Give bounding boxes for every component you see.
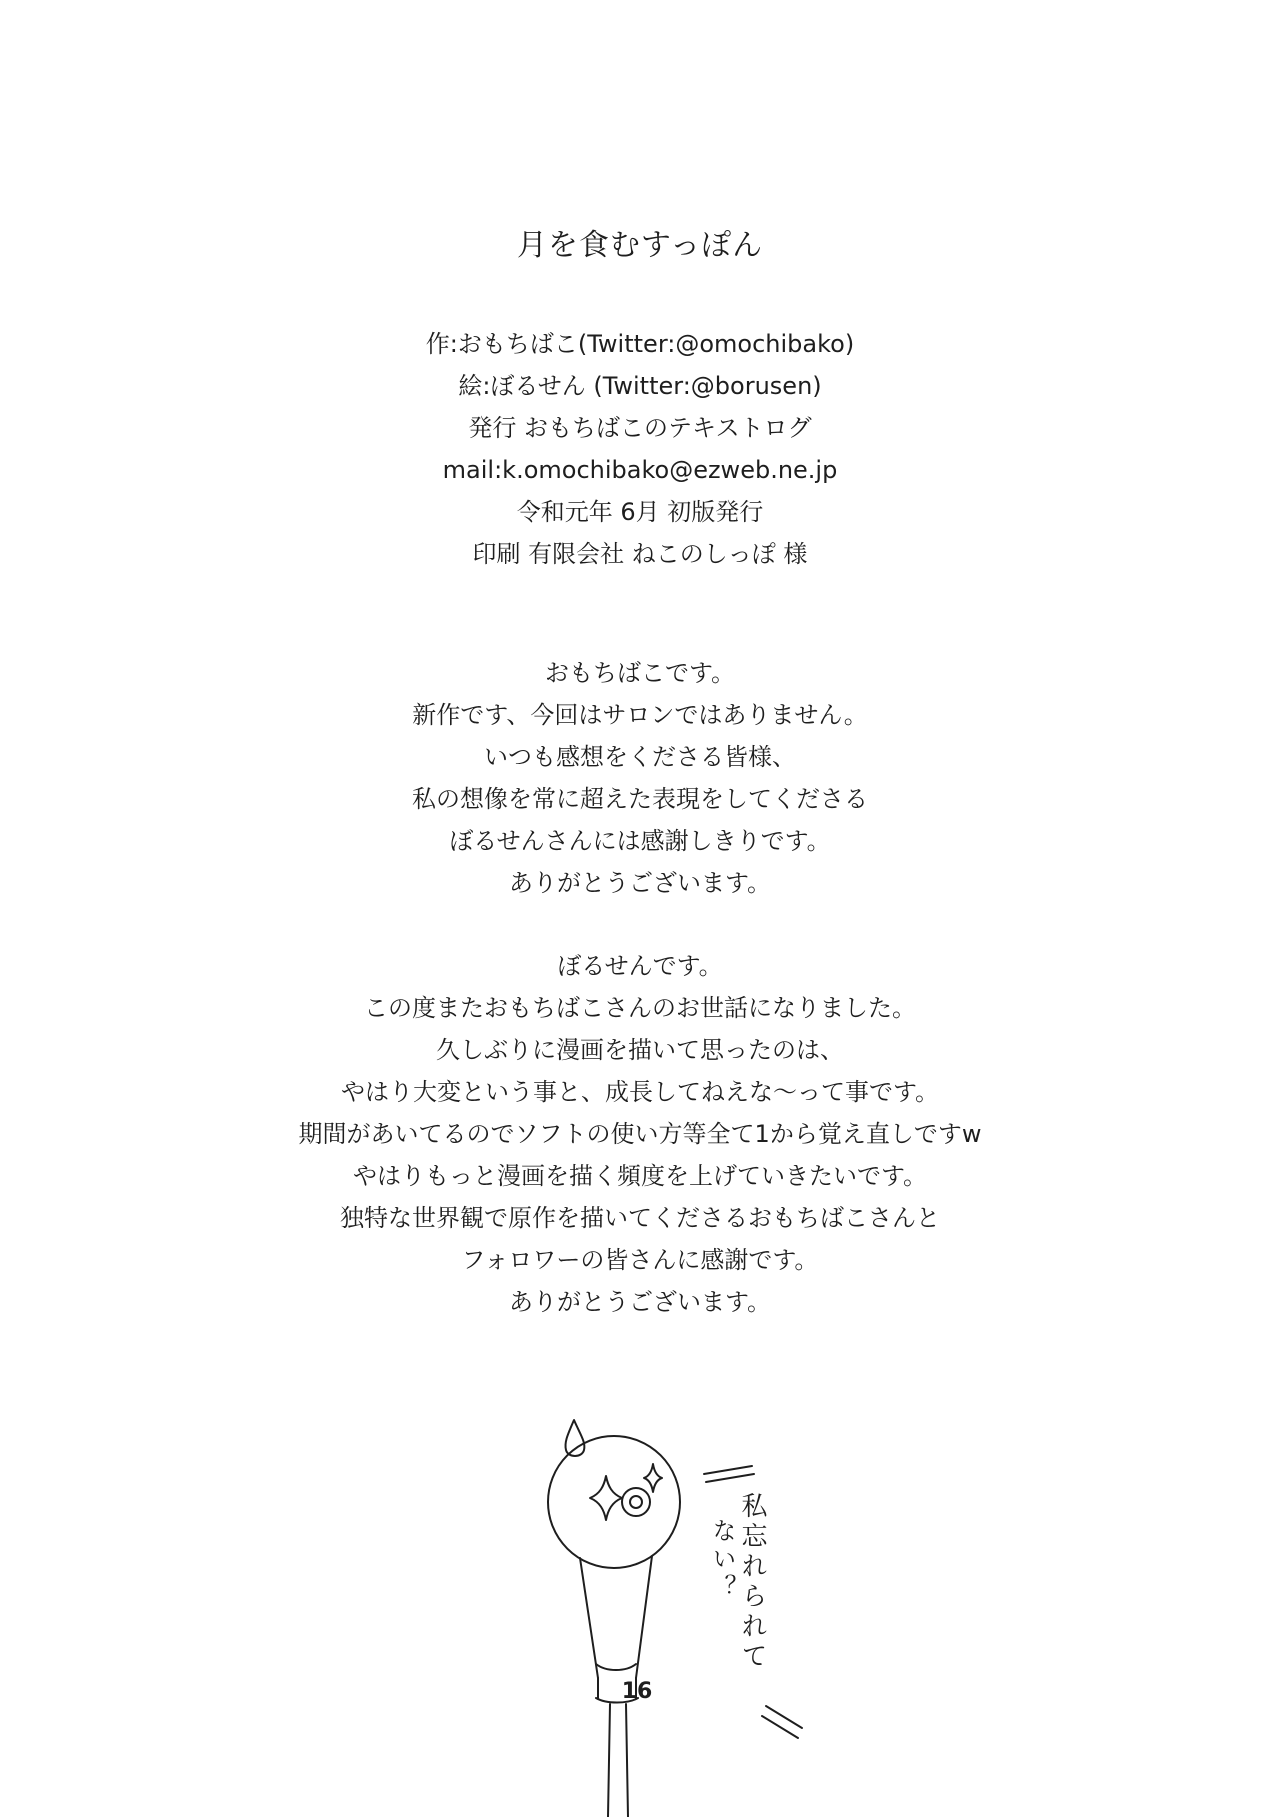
afterword-line: いつも感想をくださる皆様、	[484, 743, 796, 771]
afterword-line: フォロワーの皆さんに感謝です。	[461, 1246, 819, 1274]
afterword-line: おもちばこです。	[544, 659, 736, 687]
afterword-line: 私の想像を常に超えた表現をしてくださる	[412, 785, 868, 813]
page-number: 16	[621, 1679, 653, 1704]
credit-mail: mail:k.omochibako@ezweb.ne.jp	[442, 456, 838, 484]
colophon	[0, 323, 1280, 575]
speech-line-1: 私忘れられて	[737, 1492, 767, 1672]
magic-wand-character-icon	[540, 1408, 820, 1817]
afterword-line: やはり大変という事と、成長してねえな～って事です。	[340, 1078, 940, 1106]
author-afterword	[0, 652, 1280, 904]
credit-date: 令和元年 6月 初版発行	[516, 498, 764, 526]
credit-printer: 印刷 有限会社 ねこのしっぽ 様	[472, 540, 808, 568]
afterword-line: ありがとうございます。	[508, 869, 772, 897]
afterword-line: ぼるせんです。	[557, 952, 723, 980]
book-title: 月を食むすっぽん	[516, 228, 764, 263]
afterword-line: 新作です、今回はサロンではありません。	[412, 701, 868, 729]
credit-publisher: 発行 おもちばこのテキストログ	[468, 414, 812, 442]
credit-illustrator: 絵:ぼるせん (Twitter:@borusen)	[458, 372, 822, 400]
afterword-line: 久しぶりに漫画を描いて思ったのは、	[436, 1036, 844, 1064]
afterword-line: ぼるせんさんには感謝しきりです。	[449, 827, 831, 855]
afterword-line: 独特な世界観で原作を描いてくださるおもちばこさんと	[340, 1204, 940, 1232]
speech-line-2: ない？	[708, 1518, 736, 1602]
afterword-line: ありがとうございます。	[508, 1288, 772, 1316]
artist-afterword	[0, 945, 1280, 1323]
credit-author: 作:おもちばこ(Twitter:@omochibako)	[425, 330, 855, 358]
afterword-line: やはりもっと漫画を描く頻度を上げていきたいです。	[352, 1162, 928, 1190]
afterword-line: 期間があいてるのでソフトの使い方等全て1から覚え直しですw	[298, 1120, 982, 1148]
afterword-line: この度またおもちばこさんのお世話になりました。	[364, 994, 916, 1022]
